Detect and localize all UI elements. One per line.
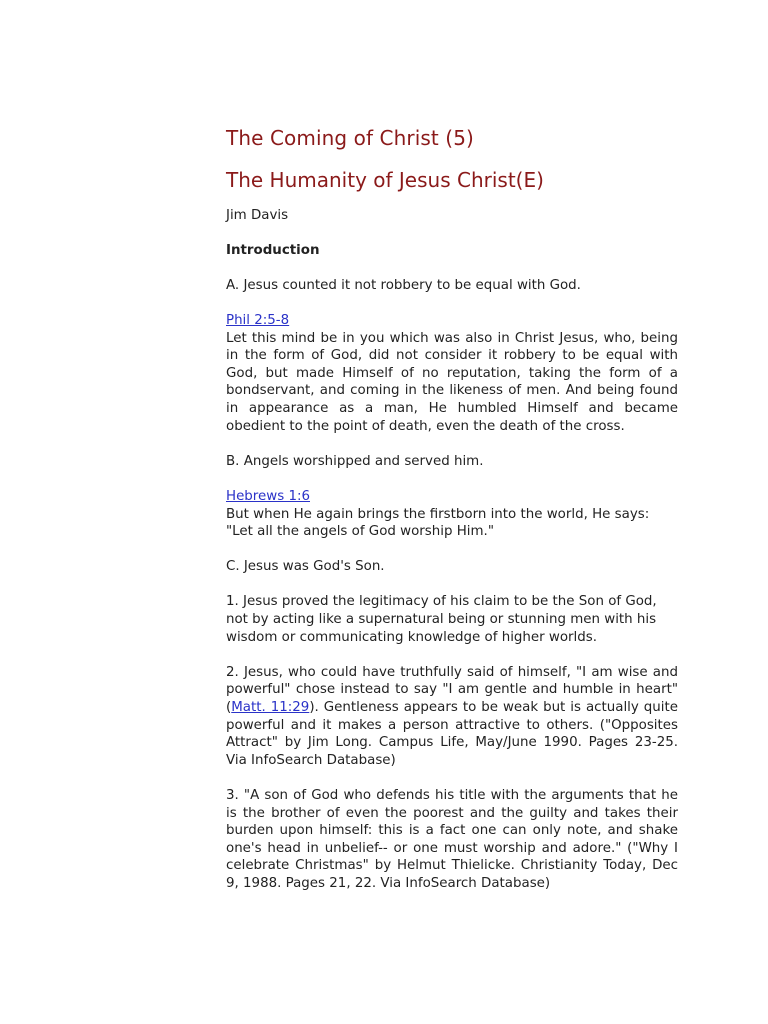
hebrews-reference-link[interactable]: Hebrews 1:6 xyxy=(226,488,310,504)
phil-text: Let this mind be in you which was also in Christ Jesus, who, being in the form of God, did not consider it robbery to be equal with God, but made Himself of no reputation, taking the form of a bondservant, and coming in the likeness of men. And being found in appearance as a man, He humbled Himself and became obedient to the point of death, even the death of the cross. xyxy=(226,330,678,434)
hebrews-text: But when He again brings the firstborn into the world, He says: "Let all the angels of God worship Him." xyxy=(226,506,650,540)
point-b: B. Angels worshipped and served him. xyxy=(226,453,484,469)
matthew-reference-link[interactable]: Matt. 11:29 xyxy=(231,700,310,716)
point-a: A. Jesus counted it not robbery to be equal with God. xyxy=(226,277,581,293)
hebrews-passage xyxy=(226,488,678,541)
point-c2 xyxy=(226,664,678,770)
point-c: C. Jesus was God's Son. xyxy=(226,559,385,575)
author-name: Jim Davis xyxy=(226,208,289,223)
point-c2-text-after: ). Gentleness appears to be weak but is actually quite powerful and it makes a person attractive to others. ("Opposites Attract" by Jim Long. Campus Life, May/June 1990. Pages 23-25. Via InfoSearch Database) xyxy=(226,700,678,768)
page-title: The Coming of Christ (5) xyxy=(226,126,474,150)
phil-reference-link[interactable]: Phil 2:5-8 xyxy=(226,312,290,328)
page-subtitle: The Humanity of Jesus Christ(E) xyxy=(226,168,544,192)
point-c3: 3. "A son of God who defends his title with the arguments that he is the brother of even the poorest and the guilty and takes their burden upon himself: this is a fact one can only note, and shake one's head in unbelief-- or one must worship and adore." ("Why I celebrate Christmas" by Helmut Thielicke. Christianity Today, Dec 9, 1988. Pages 21, 22. Via InfoSearch Database) xyxy=(226,788,678,891)
point-c1: 1. Jesus proved the legitimacy of his claim to be the Son of God, not by acting like a supernatural being or stunning men with his wisdom or communicating knowledge of higher worlds. xyxy=(226,594,657,645)
introduction-heading: Introduction xyxy=(226,242,320,258)
phil-passage xyxy=(226,312,678,435)
point-c2-text-before: 2. Jesus, who could have truthfully said of himself, "I am wise and powerful" chose instead to say "I am gentle and humble in heart" ( xyxy=(226,664,678,716)
document-body xyxy=(226,124,678,910)
